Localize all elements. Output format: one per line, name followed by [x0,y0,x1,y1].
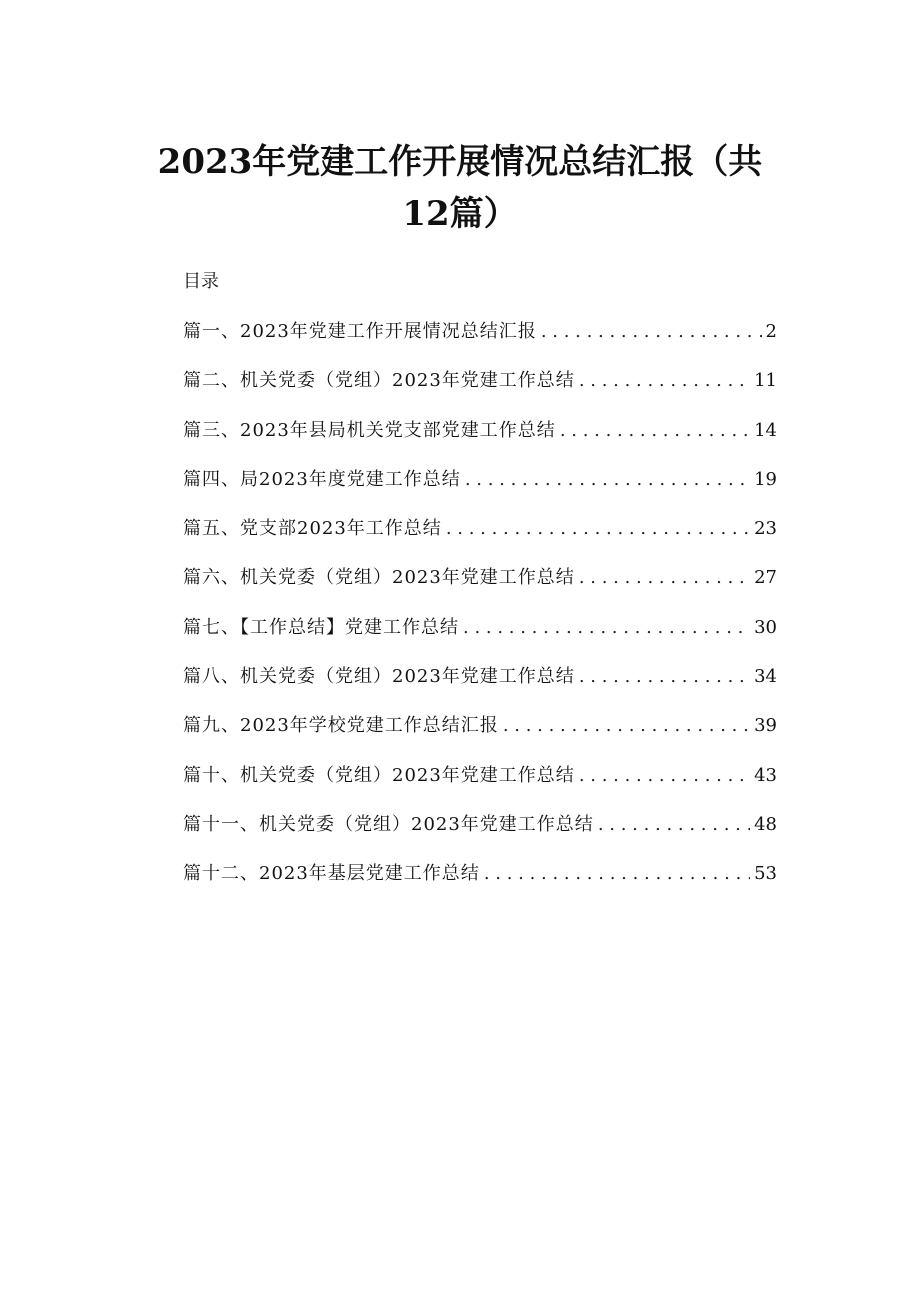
toc-entry[interactable] [183,319,777,368]
toc-entry-page: 11 [754,370,777,392]
document-title: 2023年党建工作开展情况总结汇报（共12篇） [157,142,763,234]
toc-entry-page: 19 [754,468,777,490]
toc-dot-leader [465,467,750,493]
toc-dot-leader [541,319,762,345]
toc-dot-leader [579,763,750,789]
toc-entry-page: 53 [754,863,777,885]
toc-entry-label: 篇一、2023年党建工作开展情况总结汇报 [183,321,537,342]
toc-heading: 目录 [183,271,219,292]
toc-entry-page: 48 [754,813,777,835]
toc-entry-label: 篇七、【工作总结】党建工作总结 [183,616,459,638]
toc-entry-page: 2 [765,321,777,342]
toc-entry-page: 27 [754,567,777,589]
toc-dot-leader [446,516,750,542]
toc-entry-page: 23 [754,518,777,540]
toc-dot-leader [579,368,750,394]
toc-entry-page: 34 [754,666,777,688]
toc-entry[interactable] [183,615,777,664]
toc-dot-leader [484,861,750,887]
toc-entry[interactable] [183,418,777,467]
toc-entry-label: 篇十、机关党委（党组）2023年党建工作总结 [183,764,575,786]
toc-entry[interactable] [183,812,777,861]
toc-entry-label: 篇十一、机关党委（党组）2023年党建工作总结 [183,813,594,835]
toc-entry-label: 篇五、党支部2023年工作总结 [183,518,442,540]
toc-entry-label: 篇二、机关党委（党组）2023年党建工作总结 [183,370,575,392]
toc-entry[interactable] [183,861,777,910]
toc-entry-label: 篇九、2023年学校党建工作总结汇报 [183,715,499,737]
toc-entry-page: 14 [754,419,777,441]
toc-dot-leader [503,713,750,739]
toc-entry-label: 篇八、机关党委（党组）2023年党建工作总结 [183,666,575,688]
toc-dot-leader [598,812,750,838]
toc-entry-page: 30 [754,616,777,638]
toc-entry-page: 43 [754,764,777,786]
toc-entry[interactable] [183,565,777,614]
toc-entry[interactable] [183,713,777,762]
toc-dot-leader [560,418,750,444]
toc-entry-label: 篇四、局2023年度党建工作总结 [183,468,461,490]
toc-entry[interactable] [183,368,777,417]
toc-entry-label: 篇六、机关党委（党组）2023年党建工作总结 [183,567,575,589]
toc-entry[interactable] [183,467,777,516]
table-of-contents [183,319,777,911]
toc-entry[interactable] [183,516,777,565]
toc-dot-leader [463,615,750,641]
toc-entry[interactable] [183,664,777,713]
toc-entry[interactable] [183,763,777,812]
toc-entry-label: 篇十二、2023年基层党建工作总结 [183,863,480,885]
toc-dot-leader [579,664,750,690]
toc-entry-label: 篇三、2023年县局机关党支部党建工作总结 [183,419,556,441]
toc-entry-page: 39 [754,715,777,737]
toc-dot-leader [579,565,750,591]
